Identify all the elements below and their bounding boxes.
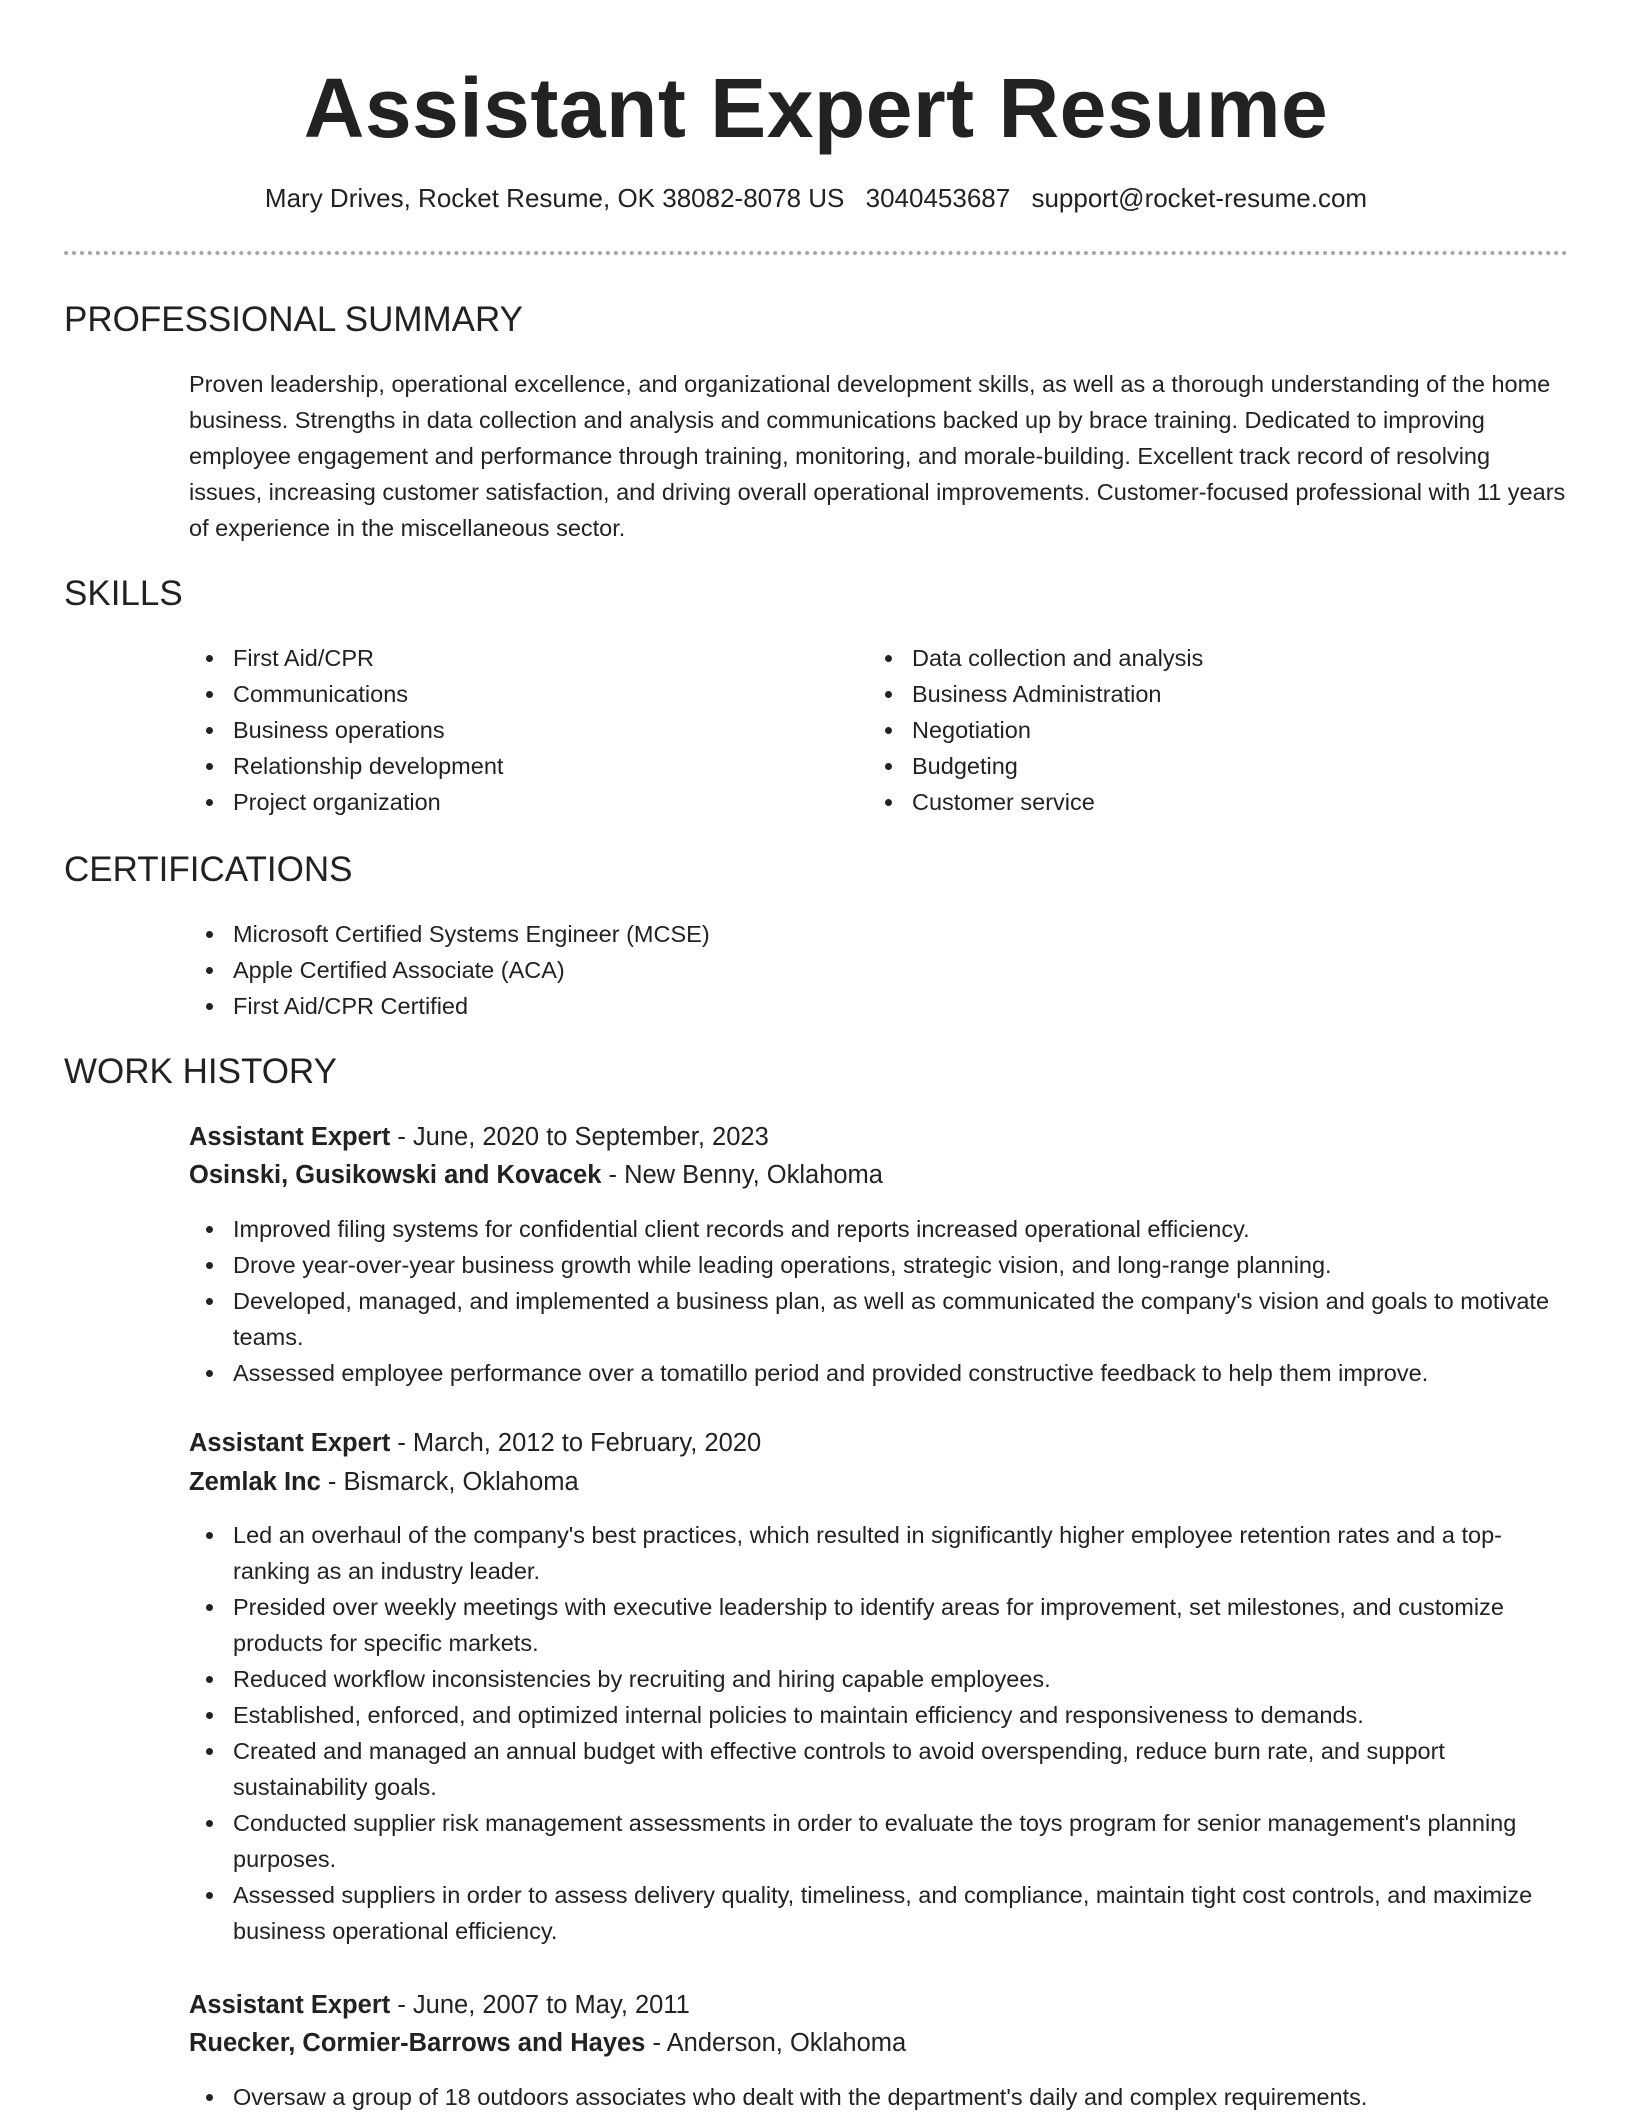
job-bullet: Assessed suppliers in order to assess delivery quality, timeliness, and compliance, maintain tight cost controls, and maximize business operational efficiency. [189,1877,1569,1949]
job-company-line [189,1156,883,1194]
job-bullet: Led an overhaul of the company's best practices, which resulted in significantly higher employee retention rates and a top-ranking as an industry leader. [189,1517,1569,1589]
skill-item: Business Administration [868,676,1528,712]
job-company: Osinski, Gusikowski and Kovacek [189,1161,602,1189]
job-company-line [189,2024,906,2062]
job-company: Ruecker, Cormier-Barrows and Hayes [189,2029,646,2057]
summary-text: Proven leadership, operational excellence, and organizational development skills, as well as a thorough understanding of the home business. Strengths in data collection and analysis and communications backed up by brace training. Dedicated to improving employee engagement and performance through training, monitoring, and morale-building. Excellent track record of resolving issues, increasing customer satisfaction, and driving overall operational improvements. Customer-focused professional with 11 years of experience in the miscellaneous sector. [189,371,1566,541]
job-bullet: Established, enforced, and optimized internal policies to maintain efficiency and responsiveness to demands. [189,1697,1569,1733]
job-bullets [189,1517,1569,1949]
skill-item: Budgeting [868,748,1528,784]
job-title-line [189,1424,761,1462]
job-bullet: Oversaw a group of 18 outdoors associates who dealt with the department's daily and complex requirements. [189,2079,1569,2115]
skills-list-left [189,640,849,820]
job-bullet: Conducted supplier risk management assessments in order to evaluate the toys program for senior management's planning purposes. [189,1805,1569,1877]
skill-item: Business operations [189,712,849,748]
contact-phone: 3040453687 [865,183,1011,213]
job-bullet: Created and managed an annual budget with effective controls to avoid overspending, reduce burn rate, and support sustainability goals. [189,1733,1569,1805]
job-company: Zemlak Inc [189,1468,321,1496]
job-bullet: Reduced workflow inconsistencies by recruiting and hiring capable employees. [189,1661,1569,1697]
section-title-skills: SKILLS [64,574,183,613]
job-company-line [189,1463,579,1501]
skill-item: Negotiation [868,712,1528,748]
certification-item: First Aid/CPR Certified [189,988,1569,1024]
skill-item: Project organization [189,784,849,820]
job-bullets [189,1211,1569,1391]
section-title-work-history: WORK HISTORY [64,1052,337,1091]
skill-item: First Aid/CPR [189,640,849,676]
job-bullet: Presided over weekly meetings with executive leadership to identify areas for improvement, set milestones, and customize products for specific markets. [189,1589,1569,1661]
skill-item: Relationship development [189,748,849,784]
certification-item: Apple Certified Associate (ACA) [189,952,1569,988]
job-location: - Anderson, Oklahoma [645,2029,907,2057]
job-bullet: Assessed employee performance over a tomatillo period and provided constructive feedback to help them improve. [189,1355,1569,1391]
resume-title: Assistant Expert Resume [303,61,1329,155]
skill-item: Data collection and analysis [868,640,1528,676]
section-title-summary: PROFESSIONAL SUMMARY [64,300,523,339]
skill-item: Customer service [868,784,1528,820]
job-title-line [189,1118,769,1156]
job-bullet: Drove year-over-year business growth while leading operations, strategic vision, and long-range planning. [189,1247,1569,1283]
contact-address: Mary Drives, Rocket Resume, OK 38082-8078 US [264,183,845,213]
job-dates: - June, 2020 to September, 2023 [390,1123,769,1151]
job-location: - Bismarck, Oklahoma [320,1468,579,1496]
job-dates: - June, 2007 to May, 2011 [390,1991,690,2019]
header-divider [64,251,1568,255]
job-dates: - March, 2012 to February, 2020 [390,1429,762,1457]
skills-list-right [868,640,1528,820]
job-role: Assistant Expert [189,1429,391,1457]
job-location: - New Benny, Oklahoma [601,1161,883,1189]
job-role: Assistant Expert [189,1991,391,2019]
job-bullet: Developed, managed, and implemented a business plan, as well as communicated the company's vision and goals to motivate teams. [189,1283,1569,1355]
contact-line [0,181,1632,215]
certifications-list [189,916,1569,1024]
section-title-certifications: CERTIFICATIONS [64,850,353,889]
job-bullet: Improved filing systems for confidential client records and reports increased operational efficiency. [189,1211,1569,1247]
certification-item: Microsoft Certified Systems Engineer (MCSE) [189,916,1569,952]
job-title-line [189,1986,690,2024]
skill-item: Communications [189,676,849,712]
job-role: Assistant Expert [189,1123,391,1151]
job-bullets [189,2079,1569,2115]
contact-email: support@rocket-resume.com [1031,183,1368,213]
